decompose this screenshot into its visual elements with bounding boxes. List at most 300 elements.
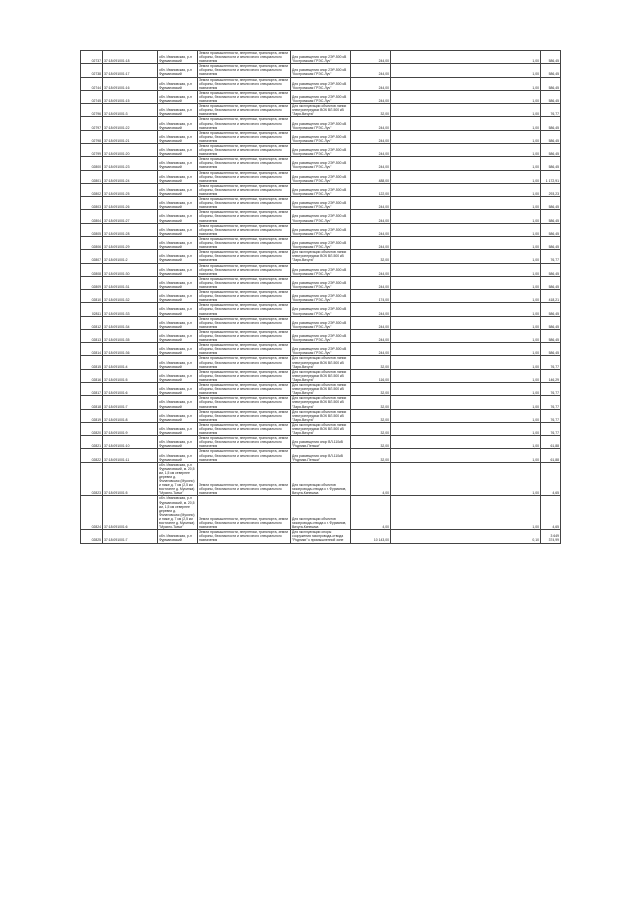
land-category-cell: Земли промышленности, энергетики, транспорта, земли обороны, безопasности и земли иного специального назначения xyxy=(198,170,291,183)
address-cell: обл. Ивановская, р-н Фурмановский xyxy=(158,197,198,210)
row-number-cell: 02745 xyxy=(81,90,103,103)
table-row xyxy=(81,104,561,117)
address-cell: обл. Ивановская, р-н Фурмановский xyxy=(158,143,198,156)
row-number-cell: 02825 xyxy=(81,530,103,543)
address-cell: обл. Ивановская, р-н Фурмановский xyxy=(158,343,198,356)
land-category-cell: Земли промышленности, энергетики, транспорта, земли обороны, безопасности и земли иного специального назначения xyxy=(198,263,291,276)
row-number-cell: 02818 xyxy=(81,396,103,409)
address-cell: обл. Ивановская, р-н Фурмановский xyxy=(158,210,198,223)
ratio-cell: 1,00 xyxy=(391,197,541,210)
cadastral-number-cell: 37:18:091001:24 xyxy=(103,170,158,183)
row-number-cell: 02737 xyxy=(81,51,103,64)
cadastral-number-cell: 37:18:091001:34 xyxy=(103,316,158,329)
permitted-use-cell: Для размещения опор 2ЭР-500 кВ "Костромская ГРЭС-Луч" xyxy=(291,117,351,130)
permitted-use-cell: Для размещения опор 2ЭР-500 кВ "Костромская ГРЭС-Луч" xyxy=(291,143,351,156)
ratio-cell: 1,00 xyxy=(391,51,541,64)
row-number-cell: 02814 xyxy=(81,343,103,356)
document-page xyxy=(80,50,560,544)
address-cell: обл. Ивановская, р-н Фурмановский xyxy=(158,157,198,170)
permitted-use-cell: Для размещения опор 2ЭР-500 кВ "Костромская ГРЭС-Луч" xyxy=(291,223,351,236)
row-number-cell: 02821 xyxy=(81,436,103,449)
cadastral-value-cell: 146,29 xyxy=(541,369,561,382)
land-category-cell: Земли промышленности, энергетики, транспорта, земли обороны, безопасности и земли иного специального назначения xyxy=(198,329,291,342)
row-number-cell: 02738 xyxy=(81,64,103,77)
address-cell: обл. Ивановская, р-н Фурмановский xyxy=(158,77,198,90)
land-category-cell: Земли промышленности, энергетики, транспорта, земли обороны, безопасности и земли иного специального назначения xyxy=(198,157,291,170)
cadastral-value-cell: 586,45 xyxy=(541,223,561,236)
row-number-cell: 02812 xyxy=(81,316,103,329)
permitted-use-cell: Для размещения опор 2ЭР-500 кВ "Костромская ГРЭС-Луч" xyxy=(291,77,351,90)
land-category-cell: Земли промышленности, энергетики, транспорта, земли обороны, безопасности и земли иного специального назначения xyxy=(198,290,291,303)
address-cell: обл. Ивановская, р-н Фурмановский xyxy=(158,250,198,263)
table-row xyxy=(81,183,561,196)
area-cell: 32,00 xyxy=(351,436,391,449)
cadastral-number-cell: 37:18:091001:27 xyxy=(103,210,158,223)
address-cell: обл. Ивановская, р-н Фурмановский xyxy=(158,356,198,369)
ratio-cell: 1,00 xyxy=(391,422,541,435)
cadastral-value-cell: 586,45 xyxy=(541,276,561,289)
table-row xyxy=(81,77,561,90)
row-number-cell: 02807 xyxy=(81,250,103,263)
cadastral-value-cell: 3 649 374,99 xyxy=(541,530,561,543)
address-cell: обл. Ивановская, р-н Фурмановский xyxy=(158,276,198,289)
ratio-cell: 1,00 xyxy=(391,210,541,223)
row-number-cell: 02800 xyxy=(81,157,103,170)
area-cell: 32,00 xyxy=(351,409,391,422)
area-cell: 488,00 xyxy=(351,170,391,183)
ratio-cell: 1,00 xyxy=(391,130,541,143)
table-row xyxy=(81,290,561,303)
address-cell: обл. Ивановская, р-н Фурмановский xyxy=(158,290,198,303)
address-cell: обл. Ивановская, р-н Фурмановский xyxy=(158,436,198,449)
land-category-cell: Земли промышленности, энергетики, транспорта, земли обороны, безопасности и земли иного специального назначения xyxy=(198,409,291,422)
land-category-cell: Земли промышленности, энергетики, транспорта, земли обороны, безопасности и земли иного специального назначения xyxy=(198,356,291,369)
cadastral-number-cell: 37:18:091001:31 xyxy=(103,276,158,289)
cadastral-number-cell: 37:18:091001:7 xyxy=(103,530,158,543)
cadastral-value-cell: 76,77 xyxy=(541,422,561,435)
row-number-cell: 02797 xyxy=(81,117,103,130)
cadastral-value-cell: 76,77 xyxy=(541,396,561,409)
table-row xyxy=(81,356,561,369)
cadastral-number-cell: 37:18:091001:10 xyxy=(103,436,158,449)
permitted-use-cell: Для размещения опор 2ЭР-500 кВ "Костромская ГРЭС-Луч" xyxy=(291,197,351,210)
land-category-cell: Земли промышленности, энергетики, транспорта, земли обороны, безопасности и земли иного специального назначения xyxy=(198,143,291,156)
table-row xyxy=(81,396,561,409)
cadastral-value-cell: 293,23 xyxy=(541,183,561,196)
area-cell: 244,00 xyxy=(351,64,391,77)
table-row xyxy=(81,316,561,329)
row-number-cell: 02817 xyxy=(81,383,103,396)
ratio-cell: 1,00 xyxy=(391,223,541,236)
land-category-cell: Земли промышленности, энергетики, транспорта, земли обороны, безопасности и земли иного специального назначения xyxy=(198,462,291,496)
land-category-cell: Земли промышленности, энергетики, транспорта, земли обороны, безопасности и земли иного специального назначения xyxy=(198,343,291,356)
table-row xyxy=(81,422,561,435)
row-number-cell: 02820 xyxy=(81,422,103,435)
address-cell: обл. Ивановская, р-н Фурмановский xyxy=(158,369,198,382)
permitted-use-cell: Для размещения опор 2ЭР-500 кВ "Костромская ГРЭС-Луч" xyxy=(291,51,351,64)
table-row xyxy=(81,64,561,77)
area-cell: 244,00 xyxy=(351,223,391,236)
permitted-use-cell: Для эксплуатации объектов газопровода-отвода к г. Фурманов, Вичуга-Кинешма xyxy=(291,462,351,496)
land-category-cell: Земли промышленности, энергетики, транспорта, земли обороны, безопасности и земли иного специального назначения xyxy=(198,396,291,409)
ratio-cell: 1,00 xyxy=(391,170,541,183)
cadastral-value-cell: 586,45 xyxy=(541,51,561,64)
cadastral-value-cell: 586,45 xyxy=(541,210,561,223)
land-category-cell: Земли промышленности, энергетики, транспорта, земли обороны, безопасности и земли иного специального назначения xyxy=(198,104,291,117)
land-category-cell: Земли промышленности, энергетики, транспорта, земли обороны, безопасности и земли иного специального назначения xyxy=(198,316,291,329)
area-cell: 244,00 xyxy=(351,90,391,103)
table-row xyxy=(81,170,561,183)
cadastral-value-cell: 1 172,91 xyxy=(541,170,561,183)
land-parcels-table xyxy=(80,50,561,544)
cadastral-value-cell: 76,77 xyxy=(541,383,561,396)
ratio-cell: 1,00 xyxy=(391,356,541,369)
ratio-cell: 1,00 xyxy=(391,329,541,342)
address-cell: обл. Ивановская, р-н Фурмановский xyxy=(158,329,198,342)
cadastral-number-cell: 37:18:091001:25 xyxy=(103,183,158,196)
permitted-use-cell: Для эксплуатации объектов линии электропередачи ВОК ВЛ-500 кВ "Заря-Вичуга" xyxy=(291,369,351,382)
permitted-use-cell: Для размещения опор 2ЭР-500 кВ "Костромская ГРЭС-Луч" xyxy=(291,157,351,170)
permitted-use-cell: Для размещения опор 2ЭР-500 кВ "Костромская ГРЭС-Луч" xyxy=(291,64,351,77)
cadastral-number-cell: 37:18:091001:6 xyxy=(103,383,158,396)
permitted-use-cell: Для размещения опор 2ЭР-500 кВ "Костромская ГРЭС-Луч" xyxy=(291,343,351,356)
cadastral-value-cell: 76,77 xyxy=(541,356,561,369)
land-category-cell: Земли промышленности, энергетики, транспорта, земли обороны, безопасности и земли иного специального назначения xyxy=(198,130,291,143)
area-cell: 244,00 xyxy=(351,51,391,64)
area-cell: 32,00 xyxy=(351,383,391,396)
area-cell: 244,00 xyxy=(351,77,391,90)
cadastral-value-cell: 76,77 xyxy=(541,409,561,422)
ratio-cell: 1,00 xyxy=(391,496,541,530)
row-number-cell: 02806 xyxy=(81,236,103,249)
permitted-use-cell: Для размещения опор 2ЭР-500 кВ "Костромская ГРЭС-Луч" xyxy=(291,130,351,143)
table-row xyxy=(81,223,561,236)
address-cell: обл. Ивановская, р-н Фурмановский xyxy=(158,130,198,143)
cadastral-number-cell: 37:18:091001:9 xyxy=(103,422,158,435)
cadastral-number-cell: 37:18:091001:20 xyxy=(103,143,158,156)
land-category-cell: Земли промышленности, энергетики, транспорта, земли обороны, безопасности и земли иного специального назначения xyxy=(198,369,291,382)
area-cell: 244,00 xyxy=(351,276,391,289)
land-category-cell: Земли промышленности, энергетики, транспорта, земли обороны, безопасности и земли иного специального назначения xyxy=(198,496,291,530)
ratio-cell: 1,00 xyxy=(391,343,541,356)
table-row xyxy=(81,250,561,263)
row-number-cell: 02819 xyxy=(81,409,103,422)
cadastral-value-cell: 4,65 xyxy=(541,496,561,530)
ratio-cell: 1,00 xyxy=(391,462,541,496)
address-cell: обл. Ивановская, р-н Фурмановский xyxy=(158,236,198,249)
area-cell: 244,00 xyxy=(351,316,391,329)
cadastral-value-cell: 586,45 xyxy=(541,197,561,210)
address-cell: обл. Ивановская, р-н Фурмановский xyxy=(158,183,198,196)
area-cell: 244,00 xyxy=(351,263,391,276)
permitted-use-cell: Для размещения опор 2ЭР-500 кВ "Костромская ГРЭС-Луч" xyxy=(291,290,351,303)
cadastral-number-cell: 37:18:091001:11 xyxy=(103,449,158,462)
permitted-use-cell: Для эксплуатации опоры сооружения газопровода-отвода "Родники" к промышленной зоне xyxy=(291,530,351,543)
address-cell: обл. Ивановская, р-н Фурмановский xyxy=(158,223,198,236)
table-row xyxy=(81,90,561,103)
ratio-cell: 1,00 xyxy=(391,90,541,103)
ratio-cell: 1,00 xyxy=(391,250,541,263)
cadastral-number-cell: 37:18:091001:36 xyxy=(103,343,158,356)
permitted-use-cell: Для размещения опор 2ЭР-500 кВ "Костромская ГРЭС-Луч" xyxy=(291,183,351,196)
land-category-cell: Земли промышленности, энергетики, транспорта, земли обороны, безопасности и земли иного специального назначения xyxy=(198,303,291,316)
permitted-use-cell: Для размещения опор ВЛ-110кВ "Родники-Пеньки" xyxy=(291,449,351,462)
table-row xyxy=(81,263,561,276)
address-cell: обл. Ивановская, р-н Фурмановский xyxy=(158,170,198,183)
address-cell: обл. Ивановская, р-н Фурмановский xyxy=(158,303,198,316)
land-category-cell: Земли промышленности, энергетики, транспорта, земли обороны, безопасности и земли иного специального назначения xyxy=(198,422,291,435)
table-row xyxy=(81,236,561,249)
ratio-cell: 1,00 xyxy=(391,303,541,316)
cadastral-number-cell: 37:18:091001:18 xyxy=(103,51,158,64)
table-row xyxy=(81,496,561,530)
area-cell: 4,00 xyxy=(351,496,391,530)
area-cell: 244,00 xyxy=(351,130,391,143)
ratio-cell: 1,00 xyxy=(391,383,541,396)
address-cell: обл. Ивановская, р-н Фурмановский xyxy=(158,409,198,422)
area-cell: 32,00 xyxy=(351,449,391,462)
permitted-use-cell: Для эксплуатации объектов линии электропередачи ВОК ВЛ-500 кВ "Заря-Вичуга" xyxy=(291,383,351,396)
land-category-cell: Земли промышленности, энергетики, транспорта, земли обороны, безопасности и земли иного специального назначения xyxy=(198,436,291,449)
address-cell: обл. Ивановская, р-н Фурмановский xyxy=(158,449,198,462)
address-cell: обл. Ивановская, р-н Фурмановский, м. 20,5 км, 1,5 км севернее деревни д. Филатовская (Мусино) и ниже д. 7 км (2,5 км восточнее д. Мусинка) "Мусино-Ткачи" xyxy=(158,496,198,530)
area-cell: 116,00 xyxy=(351,369,391,382)
permitted-use-cell: Для размещения опор 2ЭР-500 кВ "Костромская ГРЭС-Луч" xyxy=(291,90,351,103)
row-number-cell: 02816 xyxy=(81,369,103,382)
address-cell: обл. Ивановская, р-н Фурмановский xyxy=(158,263,198,276)
cadastral-value-cell: 586,45 xyxy=(541,90,561,103)
permitted-use-cell: Для размещения опор 2ЭР-500 кВ "Костромская ГРЭС-Луч" xyxy=(291,236,351,249)
row-number-cell: 02824 xyxy=(81,496,103,530)
cadastral-number-cell: 37:18:091001:26 xyxy=(103,197,158,210)
cadastral-value-cell: 586,45 xyxy=(541,343,561,356)
address-cell: обл. Ивановская, р-н Фурмановский xyxy=(158,530,198,543)
land-category-cell: Земли промышленности, энергетики, транспорта, земли обороны, безопасности и земли иного специального назначения xyxy=(198,77,291,90)
address-cell: обл. Ивановская, р-н Фурмановский xyxy=(158,316,198,329)
permitted-use-cell: Для размещения опор 2ЭР-500 кВ "Костромская ГРЭС-Луч" xyxy=(291,210,351,223)
cadastral-value-cell: 586,45 xyxy=(541,236,561,249)
area-cell: 32,00 xyxy=(351,396,391,409)
land-category-cell: Земли промышленности, энергетики, транспорта, земли обороны, безопасности и земли иного специального назначения xyxy=(198,236,291,249)
cadastral-number-cell: 37:18:091001:29 xyxy=(103,236,158,249)
land-category-cell: Земли промышленности, энергетики, транспорта, земли обороны, безопасности и земли иного специального назначения xyxy=(198,276,291,289)
permitted-use-cell: Для эксплуатации объектов линии электропередачи ВОК ВЛ-500 кВ "Заря-Вичуга" xyxy=(291,422,351,435)
ratio-cell: 0,10 xyxy=(391,530,541,543)
permitted-use-cell: Для эксплуатации объектов газопровода-отвода к г. Фурманов, Вичуга-Кинешма xyxy=(291,496,351,530)
table-row xyxy=(81,530,561,543)
address-cell: обл. Ивановская, р-н Фурмановский xyxy=(158,104,198,117)
cadastral-number-cell: 37:18:091001:6 xyxy=(103,496,158,530)
row-number-cell: 02809 xyxy=(81,276,103,289)
table-row xyxy=(81,130,561,143)
land-category-cell: Земли промышленности, энергетики, транспорта, земли обороны, безопасности и земли иного специального назначения xyxy=(198,197,291,210)
ratio-cell: 1,00 xyxy=(391,143,541,156)
cadastral-value-cell: 76,77 xyxy=(541,250,561,263)
row-number-cell: 02798 xyxy=(81,130,103,143)
table-row xyxy=(81,143,561,156)
table-row xyxy=(81,329,561,342)
cadastral-number-cell: 37:18:091001:28 xyxy=(103,223,158,236)
ratio-cell: 1,00 xyxy=(391,104,541,117)
cadastral-value-cell: 76,77 xyxy=(541,104,561,117)
cadastral-value-cell: 586,45 xyxy=(541,130,561,143)
address-cell: обл. Ивановская, р-н Фурмановский xyxy=(158,90,198,103)
row-number-cell: 02822 xyxy=(81,449,103,462)
row-number-cell: 02803 xyxy=(81,197,103,210)
row-number-cell: 02813 xyxy=(81,329,103,342)
area-cell: 244,00 xyxy=(351,210,391,223)
area-cell: 32,00 xyxy=(351,104,391,117)
permitted-use-cell: Для размещения опор 2ЭР-500 кВ "Костромская ГРЭС-Луч" xyxy=(291,263,351,276)
row-number-cell: 02808 xyxy=(81,263,103,276)
cadastral-number-cell: 37:18:091001:16 xyxy=(103,77,158,90)
area-cell: 244,00 xyxy=(351,143,391,156)
permitted-use-cell: Для эксплуатации объектов линии электропередачи ВОК ВЛ-500 кВ "Заря-Вичуга" xyxy=(291,409,351,422)
permitted-use-cell: Для размещения опор 2ЭР-500 кВ "Костромская ГРЭС-Луч" xyxy=(291,170,351,183)
cadastral-number-cell: 37:18:091001:32 xyxy=(103,290,158,303)
ratio-cell: 1,00 xyxy=(391,236,541,249)
cadastral-number-cell: 37:18:091001:4 xyxy=(103,356,158,369)
table-row xyxy=(81,343,561,356)
ratio-cell: 1,00 xyxy=(391,117,541,130)
ratio-cell: 1,00 xyxy=(391,409,541,422)
address-cell: обл. Ивановская, р-н Фурмановский xyxy=(158,51,198,64)
ratio-cell: 1,00 xyxy=(391,276,541,289)
cadastral-value-cell: 586,45 xyxy=(541,303,561,316)
row-number-cell: 02802 xyxy=(81,183,103,196)
permitted-use-cell: Для размещения опор 2ЭР-500 кВ "Костромская ГРЭС-Луч" xyxy=(291,329,351,342)
cadastral-number-cell: 37:18:091001:7 xyxy=(103,396,158,409)
area-cell: 32,00 xyxy=(351,250,391,263)
area-cell: 122,00 xyxy=(351,183,391,196)
ratio-cell: 1,00 xyxy=(391,64,541,77)
land-category-cell: Земли промышленности, энергетики, транспорта, земли обороны, безопасности и земли иного специального назначения xyxy=(198,530,291,543)
ratio-cell: 1,00 xyxy=(391,183,541,196)
table-row xyxy=(81,51,561,64)
row-number-cell: 02811 xyxy=(81,303,103,316)
address-cell: обл. Ивановская, р-н Фурмановский xyxy=(158,117,198,130)
cadastral-number-cell: 37:18:091001:2 xyxy=(103,250,158,263)
table-row xyxy=(81,369,561,382)
row-number-cell: 02810 xyxy=(81,290,103,303)
ratio-cell: 1,00 xyxy=(391,316,541,329)
area-cell: 244,00 xyxy=(351,117,391,130)
ratio-cell: 1,00 xyxy=(391,77,541,90)
permitted-use-cell: Для эксплуатации объектов линии электропередачи ВОК ВЛ-500 кВ "Заря-Вичуга" xyxy=(291,250,351,263)
table-row xyxy=(81,462,561,496)
row-number-cell: 02805 xyxy=(81,223,103,236)
area-cell: 244,00 xyxy=(351,329,391,342)
address-cell: обл. Ивановская, р-н Фурмановский xyxy=(158,383,198,396)
table-row xyxy=(81,117,561,130)
land-category-cell: Земли промышленности, энергетики, транспорта, земли обороны, безопасности и земли иного специального назначения xyxy=(198,51,291,64)
ratio-cell: 1,00 xyxy=(391,396,541,409)
area-cell: 244,00 xyxy=(351,343,391,356)
area-cell: 244,00 xyxy=(351,303,391,316)
table-row xyxy=(81,303,561,316)
cadastral-number-cell: 37:18:091001:17 xyxy=(103,64,158,77)
cadastral-value-cell: 586,45 xyxy=(541,77,561,90)
row-number-cell: 02796 xyxy=(81,104,103,117)
permitted-use-cell: Для эксплуатации объектов линии электропередачи ВОК ВЛ-500 кВ "Заря-Вичуга" xyxy=(291,396,351,409)
cadastral-number-cell: 37:18:091001:33 xyxy=(103,303,158,316)
area-cell: 244,00 xyxy=(351,197,391,210)
cadastral-value-cell: 586,45 xyxy=(541,263,561,276)
area-cell: 32,00 xyxy=(351,356,391,369)
land-category-cell: Земли промышленности, энергетики, транспорта, земли обороны, безопасности и земли иного специального назначения xyxy=(198,449,291,462)
table-row xyxy=(81,449,561,462)
table-row xyxy=(81,436,561,449)
land-category-cell: Земли промышленности, энергетики, транспорта, земли обороны, безопасности и земли иного специального назначения xyxy=(198,223,291,236)
table-row xyxy=(81,409,561,422)
row-number-cell: 02744 xyxy=(81,77,103,90)
cadastral-number-cell: 37:18:091001:5 xyxy=(103,462,158,496)
ratio-cell: 1,00 xyxy=(391,369,541,382)
row-number-cell: 02823 xyxy=(81,462,103,496)
area-cell: 244,00 xyxy=(351,236,391,249)
permitted-use-cell: Для размещения опор ВЛ-110кВ "Родники-Пеньки" xyxy=(291,436,351,449)
area-cell: 10 143,00 xyxy=(351,530,391,543)
address-cell: обл. Ивановская, р-н Фурмановский xyxy=(158,422,198,435)
cadastral-number-cell: 37:18:091001:8 xyxy=(103,409,158,422)
ratio-cell: 1,00 xyxy=(391,449,541,462)
area-cell: 244,00 xyxy=(351,157,391,170)
cadastral-value-cell: 586,45 xyxy=(541,143,561,156)
cadastral-value-cell: 586,45 xyxy=(541,329,561,342)
cadastral-value-cell: 586,45 xyxy=(541,117,561,130)
cadastral-value-cell: 61,88 xyxy=(541,449,561,462)
land-category-cell: Земли промышленности, энергетики, транспорта, земли обороны, безопасности и земли иного специального назначения xyxy=(198,90,291,103)
row-number-cell: 02804 xyxy=(81,210,103,223)
table-row xyxy=(81,197,561,210)
area-cell: 4,00 xyxy=(351,462,391,496)
table-body xyxy=(81,51,561,544)
address-cell: обл. Ивановская, р-н Фурмановский, м. 20,5 км, 1,5 км севернее деревни д. Филатовская (Мусино) и ниже д. 7 км (2,5 км восточнее д. Мусинка) "Мусино-Ткачи" xyxy=(158,462,198,496)
land-category-cell: Земли промышленности, энергетики, транспорта, земли обороны, безопасности и земли иного специального назначения xyxy=(198,183,291,196)
cadastral-number-cell: 37:18:091001:35 xyxy=(103,329,158,342)
ratio-cell: 1,00 xyxy=(391,157,541,170)
cadastral-number-cell: 37:18:091001:15 xyxy=(103,90,158,103)
land-category-cell: Земли промышленности, энергетики, транспорта, земли обороны, безопасности и земли иного специального назначения xyxy=(198,64,291,77)
address-cell: обл. Ивановская, р-н Фурмановский xyxy=(158,64,198,77)
cadastral-value-cell: 61,88 xyxy=(541,436,561,449)
permitted-use-cell: Для размещения опор 2ЭР-500 кВ "Костромская ГРЭС-Луч" xyxy=(291,303,351,316)
ratio-cell: 1,00 xyxy=(391,290,541,303)
area-cell: 174,00 xyxy=(351,290,391,303)
cadastral-number-cell: 37:18:091001:21 xyxy=(103,130,158,143)
permitted-use-cell: Для размещения опор 2ЭР-500 кВ "Костромская ГРЭС-Луч" xyxy=(291,316,351,329)
cadastral-value-cell: 586,45 xyxy=(541,157,561,170)
row-number-cell: 02799 xyxy=(81,143,103,156)
ratio-cell: 1,00 xyxy=(391,263,541,276)
cadastral-value-cell: 586,45 xyxy=(541,316,561,329)
cadastral-value-cell: 418,21 xyxy=(541,290,561,303)
cadastral-number-cell: 37:18:091001:5 xyxy=(103,369,158,382)
permitted-use-cell: Для эксплуатации объектов линии электропередачи ВОК ВЛ-500 кВ "Заря-Вичуга" xyxy=(291,104,351,117)
ratio-cell: 1,00 xyxy=(391,436,541,449)
cadastral-value-cell: 586,45 xyxy=(541,64,561,77)
land-category-cell: Земли промышленности, энергетики, транспорта, земли обороны, безопасности и земли иного специального назначения xyxy=(198,250,291,263)
land-category-cell: Земли промышленности, энергетики, транспорта, земли обороны, безопасности и земли иного специального назначения xyxy=(198,210,291,223)
area-cell: 32,00 xyxy=(351,422,391,435)
permitted-use-cell: Для размещения опор 2ЭР-500 кВ "Костромская ГРЭС-Луч" xyxy=(291,276,351,289)
table-row xyxy=(81,210,561,223)
cadastral-value-cell: 4,65 xyxy=(541,462,561,496)
cadastral-number-cell: 37:18:091001:23 xyxy=(103,157,158,170)
address-cell: обл. Ивановская, р-н Фурмановский xyxy=(158,396,198,409)
cadastral-number-cell: 37:18:091001:22 xyxy=(103,117,158,130)
row-number-cell: 02815 xyxy=(81,356,103,369)
